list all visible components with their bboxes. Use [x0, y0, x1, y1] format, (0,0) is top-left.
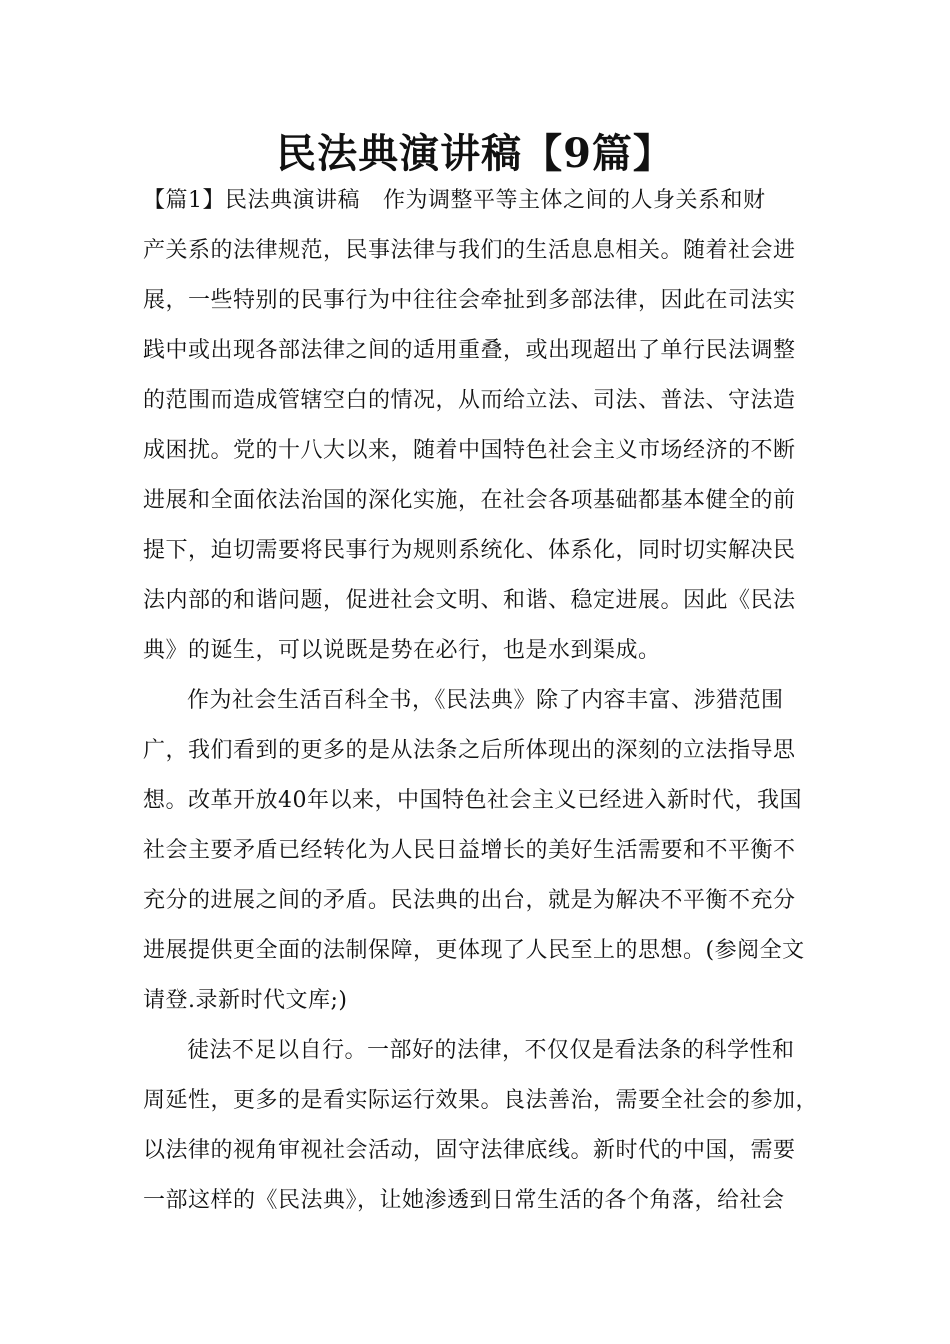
paragraph-line: 展，一些特别的民事行为中往往会牵扯到多部法律，因此在司法实	[143, 288, 796, 313]
document-title: 民法典演讲稿【9篇】	[276, 130, 674, 177]
paragraph-line: 产关系的法律规范，民事法律与我们的生活息息相关。随着社会进	[143, 238, 796, 263]
paragraph-line: 徒法不足以自行。一部好的法律，不仅仅是看法条的科学性和	[187, 1038, 795, 1063]
paragraph-line: 进展提供更全面的法制保障，更体现了人民至上的思想。(参阅全文	[143, 938, 805, 963]
paragraph-line: 以法律的视角审视社会活动，固守法律底线。新时代的中国，需要	[143, 1138, 796, 1163]
paragraph-line: 提下，迫切需要将民事行为规则系统化、体系化，同时切实解决民	[143, 538, 796, 563]
paragraph-line: 进展和全面依法治国的深化实施，在社会各项基础都基本健全的前	[143, 488, 796, 513]
paragraph-line: 充分的进展之间的矛盾。民法典的出台，就是为解决不平衡不充分	[143, 888, 796, 913]
paragraph-line: 一部这样的《民法典》，让她渗透到日常生活的各个角落，给社会	[143, 1188, 785, 1213]
document-body	[143, 176, 819, 1226]
paragraph-line: 作为社会生活百科全书，《民法典》除了内容丰富、涉猎范围	[187, 688, 784, 713]
section-label: 【篇1】民法典演讲稿	[143, 188, 360, 213]
paragraph-line: 践中或出现各部法律之间的适用重叠，或出现超出了单行民法调整	[143, 338, 796, 363]
paragraph-line: 请登.录新时代文库;)	[143, 988, 348, 1013]
paragraph-line-text: 作为调整平等主体之间的人身关系和财	[383, 188, 766, 213]
paragraph-line: 成困扰。党的十八大以来，随着中国特色社会主义市场经济的不断	[143, 438, 796, 463]
paragraph-line: 典》的诞生，可以说既是势在必行，也是水到渠成。	[143, 638, 661, 663]
paragraph-line: 周延性，更多的是看实际运行效果。良法善治，需要全社会的参加，	[143, 1088, 819, 1113]
paragraph-line	[143, 176, 813, 226]
paragraph-line: 想。改革开放40年以来，中国特色社会主义已经进入新时代，我国	[143, 788, 802, 813]
paragraph-line: 广，我们看到的更多的是从法条之后所体现出的深刻的立法指导思	[143, 738, 796, 763]
paragraph-line: 法内部的和谐问题，促进社会文明、和谐、稳定进展。因此《民法	[143, 588, 796, 613]
paragraph-line: 的范围而造成管辖空白的情况，从而给立法、司法、普法、守法造	[143, 388, 796, 413]
paragraph-line: 社会主要矛盾已经转化为人民日益增长的美好生活需要和不平衡不	[143, 838, 796, 863]
